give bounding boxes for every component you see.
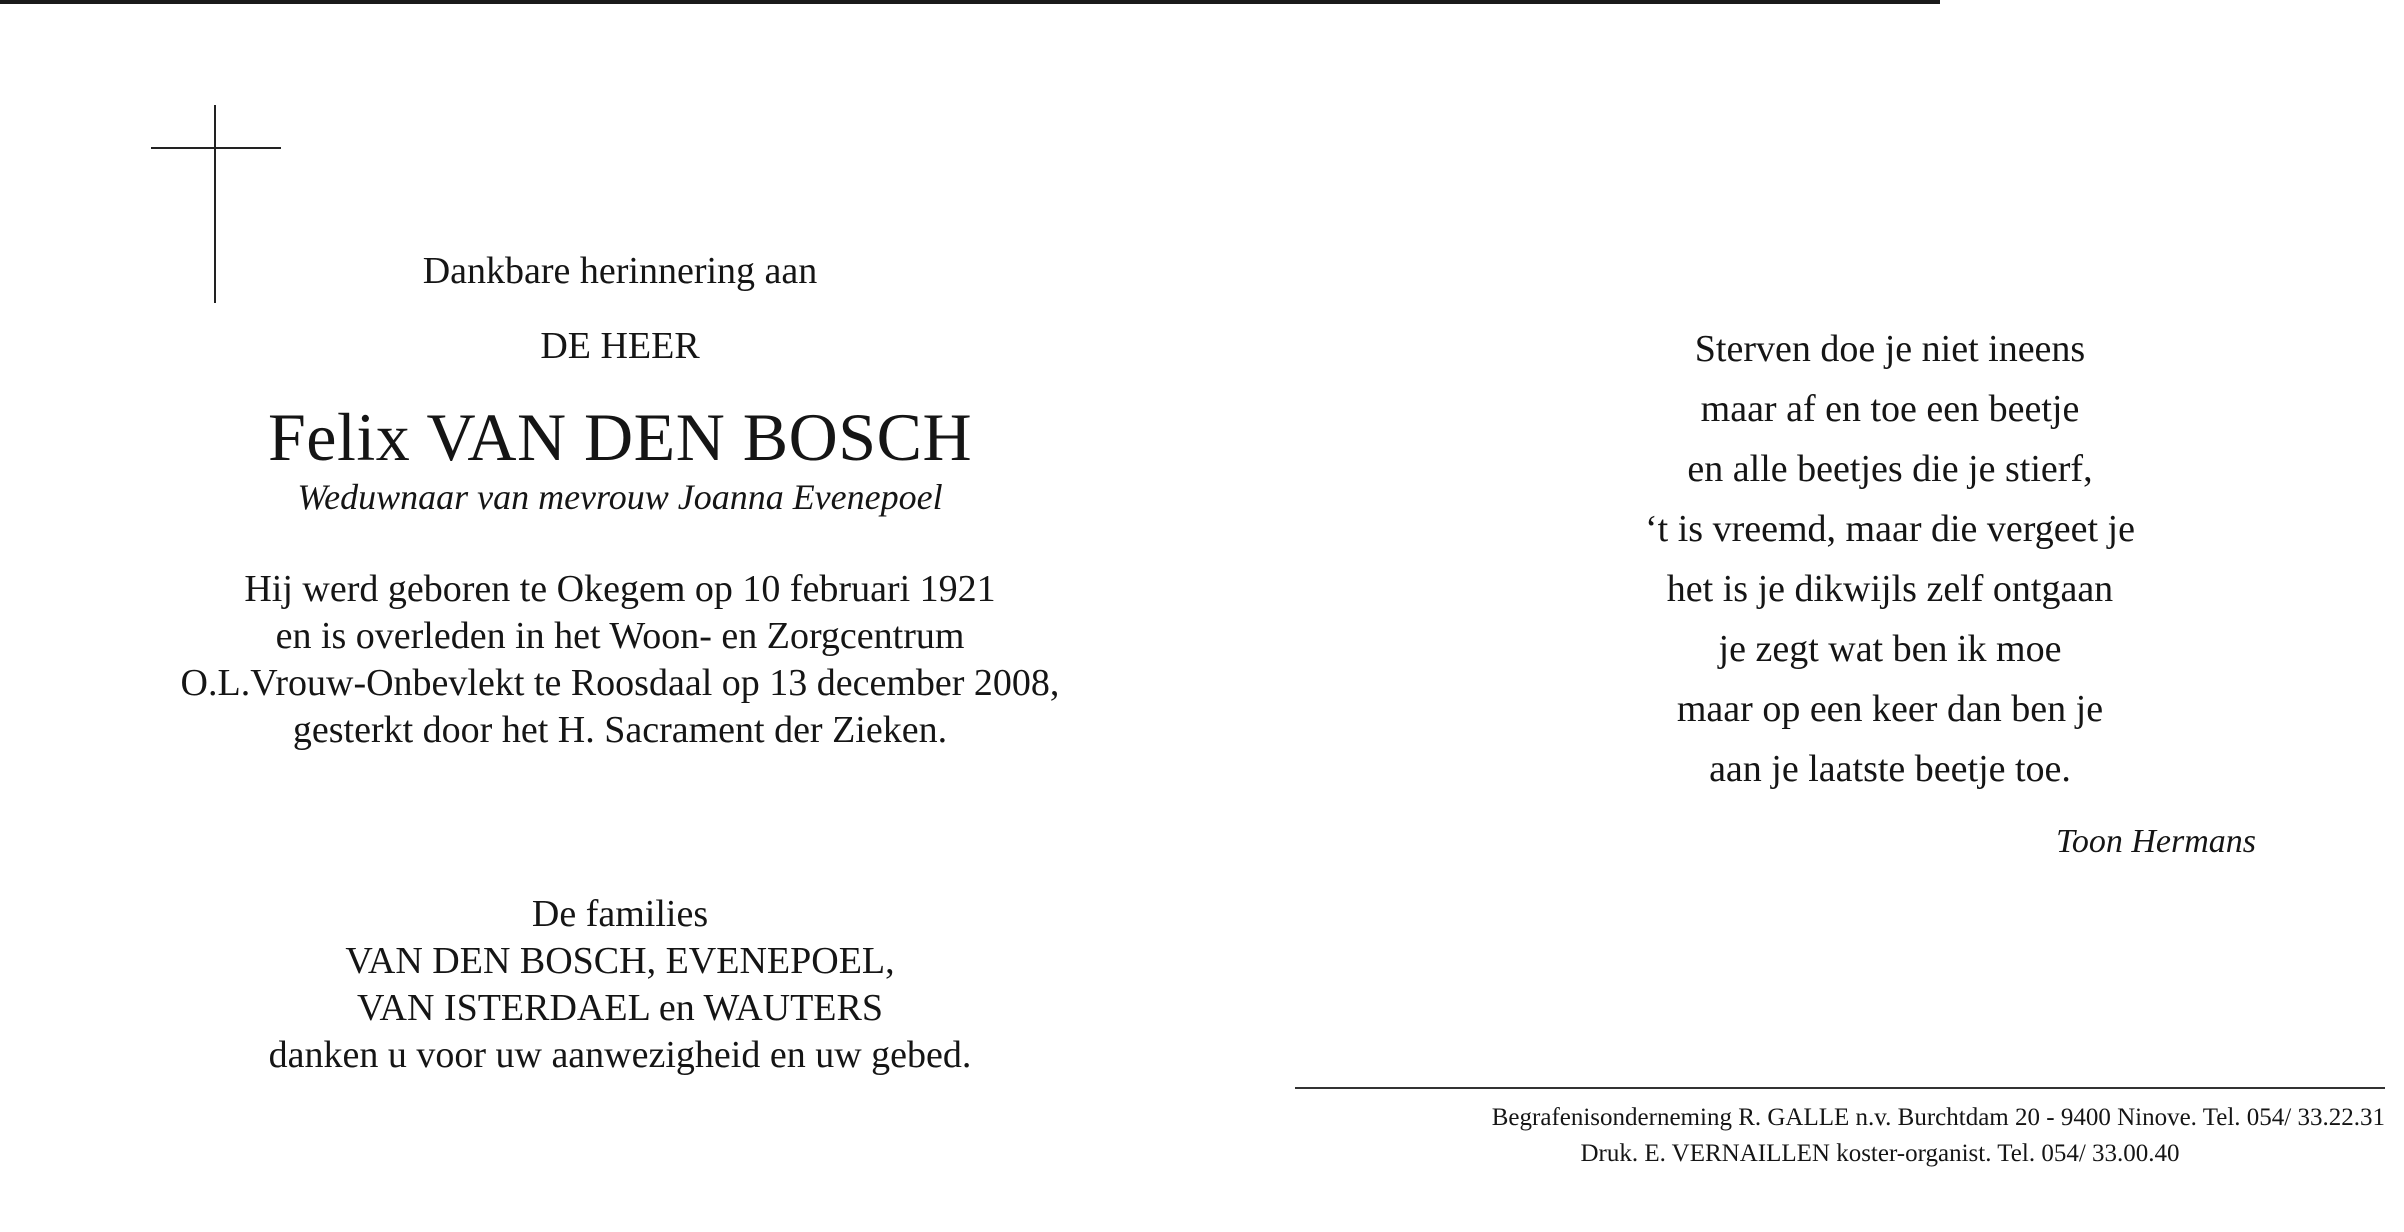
family-line: danken u voor uw aanwezigheid en uw gebed. (268, 1034, 972, 1076)
family-line: VAN DEN BOSCH, EVENEPOEL, (345, 940, 895, 982)
footer-line-funeral-home: Begrafenisonderneming R. GALLE n.v. Burchtdam 20 - 9400 Ninove. Tel. 054/ 33.22.31 (1491, 1104, 2385, 1131)
poem-line: Sterven doe je niet ineens (1694, 328, 2086, 370)
bio-line: Hij werd geboren te Okegem op 10 februari 1921 (244, 568, 996, 610)
bio-line: gesterkt door het H. Sacrament der Zieken. (292, 709, 948, 751)
poem-line: aan je laatste beetje toe. (1709, 748, 2071, 790)
poem-line: maar af en toe een beetje (1700, 388, 2080, 430)
spouse-line: Weduwnaar van mevrouw Joanna Evenepoel (297, 477, 943, 517)
poem-line: ‘t is vreemd, maar die vergeet je (1645, 508, 2135, 550)
family-line: De families (531, 893, 709, 935)
poem-line: maar op een keer dan ben je (1676, 688, 2104, 730)
bio-line: en is overleden in het Woon- en Zorgcentrum (275, 615, 965, 657)
bio-line: O.L.Vrouw-Onbevlekt te Roosdaal op 13 december 2008, (180, 662, 1060, 704)
deceased-name: Felix VAN DEN BOSCH (267, 399, 973, 475)
poem-author: Toon Hermans (2056, 823, 2256, 860)
honorific: DE HEER (540, 325, 700, 367)
poem-line: je zegt wat ben ik moe (1718, 628, 2062, 670)
intro-text: Dankbare herinnering aan (422, 250, 818, 292)
left-panel (60, 0, 1180, 1232)
footer-line-printer: Druk. E. VERNAILLEN koster-organist. Tel. 054/ 33.00.40 (1580, 1140, 2180, 1167)
poem-line: het is je dikwijls zelf ontgaan (1666, 568, 2114, 610)
right-panel (1460, 0, 2320, 1232)
family-line: VAN ISTERDAEL en WAUTERS (356, 987, 883, 1029)
poem-line: en alle beetjes die je stierf, (1687, 448, 2093, 490)
footer-divider (1295, 1087, 2385, 1089)
